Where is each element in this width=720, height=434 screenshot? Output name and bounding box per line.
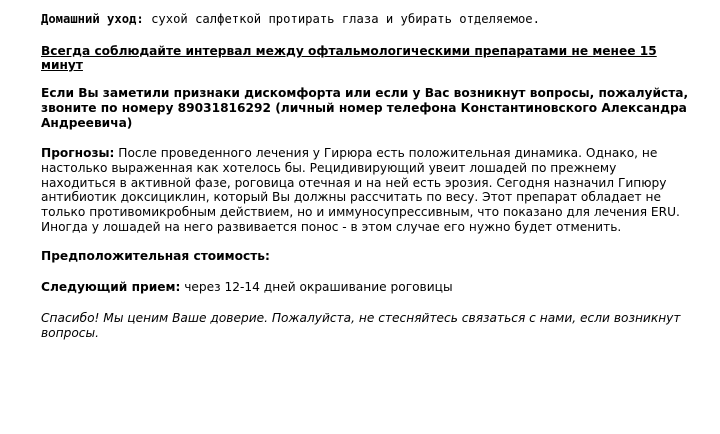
prognosis-label: Прогнозы: — [41, 146, 115, 161]
closing-note: Спасибо! Мы ценим Ваше доверие. Пожалуйста, не стесняйтесь связаться с нами, если возникнут вопросы. — [41, 310, 681, 340]
cost-label: Предположительная стоимость: — [41, 249, 270, 264]
prognosis-paragraph — [41, 146, 691, 234]
home-care-label: Домашний уход: — [41, 12, 144, 26]
next-visit-label: Следующий прием: — [41, 280, 181, 295]
next-visit-paragraph — [41, 280, 691, 295]
contact-notice: Если Вы заметили признаки дискомфорта или если у Вас возникнут вопросы, пожалуйста, звоните по номеру 89031816292 (личный номер телефона Константиновского Александра Андреевича) — [41, 86, 689, 130]
interval-notice: Всегда соблюдайте интервал между офтальмологическими препаратами не менее 15 минут — [41, 43, 657, 73]
next-visit-text: через 12-14 дней окрашивание роговицы — [180, 280, 453, 295]
prognosis-text: После проведенного лечения у Гирюра есть положительная динамика. Однако, не настолько выраженная как хотелось бы. Рецидивирующий увеит лошадей по прежнему находиться в активной фазе, роговица отечная и на ней есть эрозия. Сегодня назначил Гипюру антибиотик доксициклин, который Вы должны рассчитать по весу. Этот препарат обладает не только противомикробным действием, но и иммуносупрессивным, что показано для лечения ERU. Иногда у лошадей на него развивается понос - в этом случае его нужно будет отменить. — [41, 146, 680, 234]
home-care-text: сухой салфеткой протирать глаза и убирать отделяемое. — [143, 12, 540, 26]
cost-paragraph — [41, 249, 691, 264]
document-body — [41, 12, 691, 340]
home-care-paragraph — [41, 12, 691, 27]
